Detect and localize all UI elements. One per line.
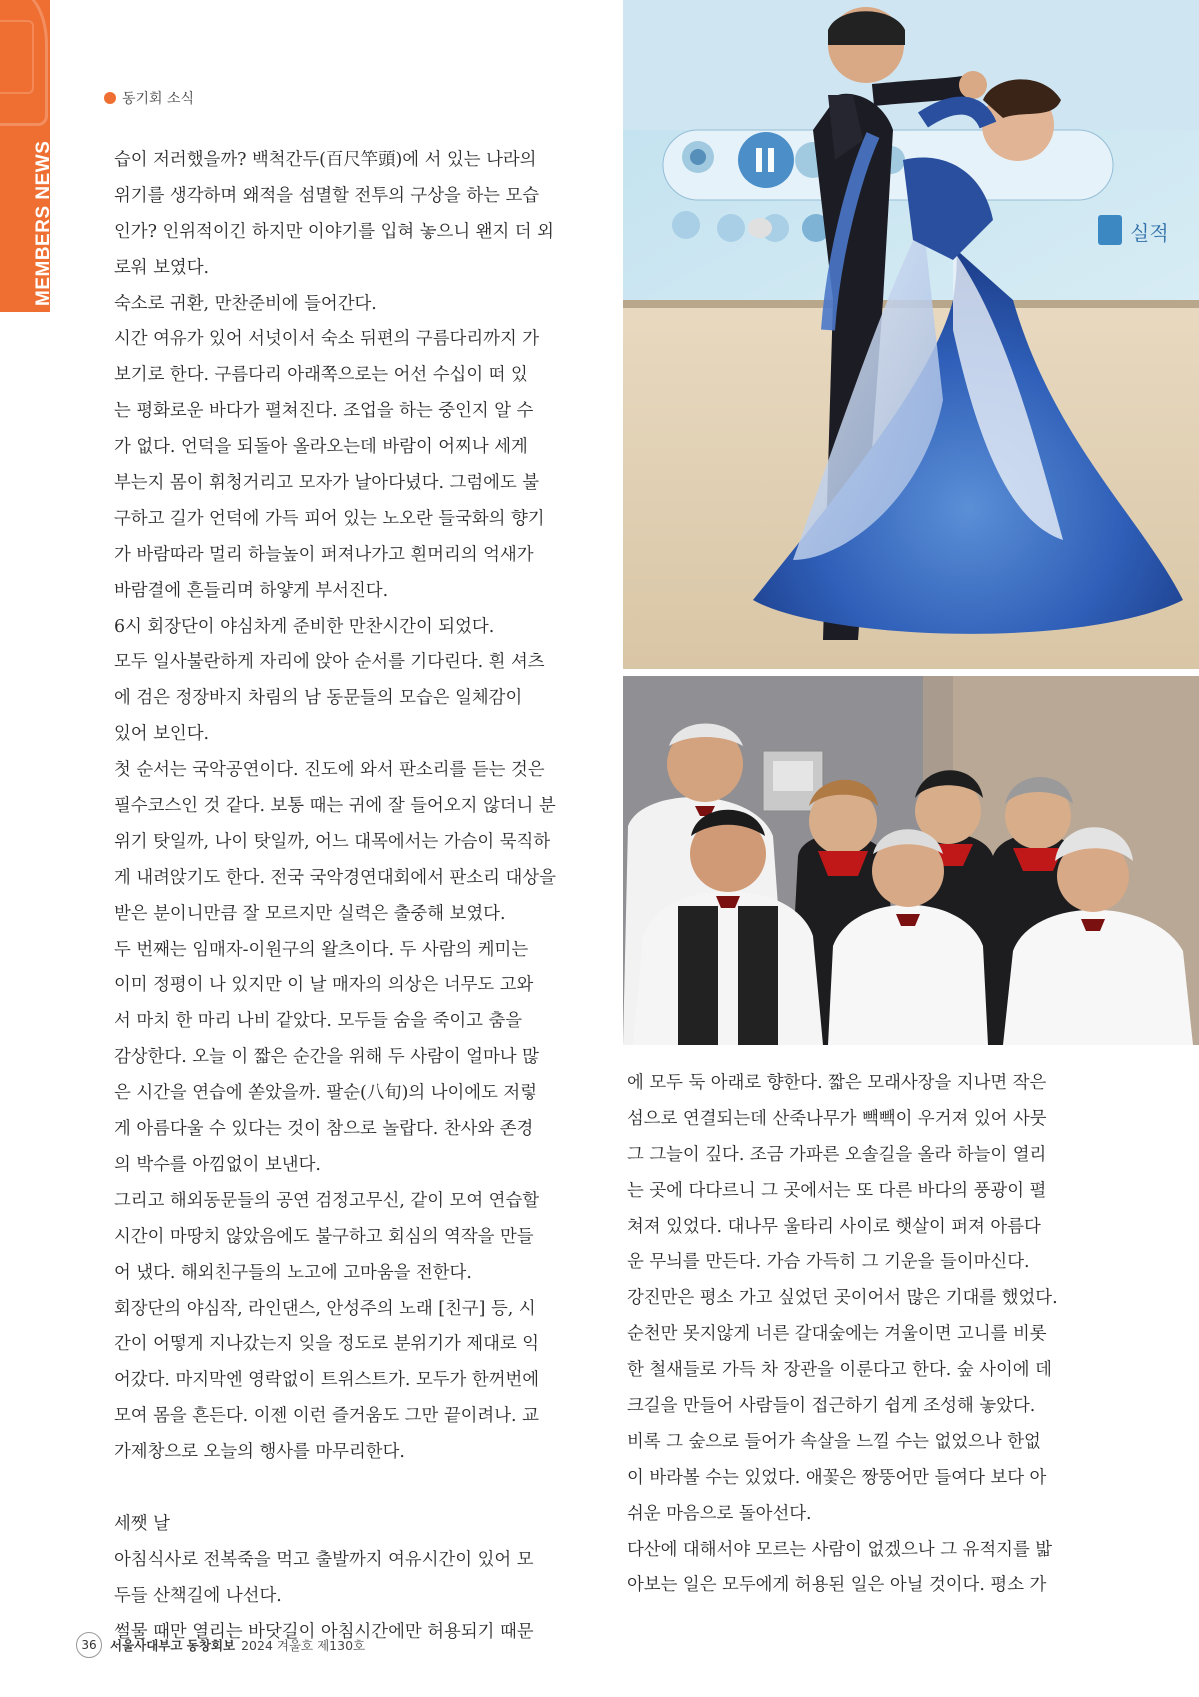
text-line: 가제창으로 오늘의 행사를 마무리한다.: [114, 1442, 405, 1463]
text-line: 위기를 생각하며 왜적을 섬멸할 전투의 구상을 하는 모습: [114, 185, 540, 206]
text-line: 시간이 마땅치 않았음에도 불구하고 회심의 역작을 만들: [114, 1226, 534, 1247]
text-line: 게 아름다울 수 있다는 것이 참으로 놀랍다. 찬사와 존경: [114, 1119, 534, 1140]
article-right-column: [627, 1066, 1089, 1604]
text-line: 가 없다. 언덕을 되돌아 올라오는데 바람이 어찌나 세게: [114, 437, 528, 458]
text-line: 아보는 일은 모두에게 허용된 일은 아닐 것이다. 평소 가: [627, 1575, 1047, 1596]
text-line: 인가? 인위적이긴 하지만 이야기를 입혀 놓으니 왠지 더 외: [114, 221, 554, 242]
text-line: 숙소로 귀환, 만찬준비에 들어간다.: [114, 293, 377, 314]
text-line: 서 마치 한 마리 나비 같았다. 모두들 숨을 죽이고 춤을: [114, 1011, 523, 1032]
text-line: 바람결에 흔들리며 하얗게 부서진다.: [114, 580, 389, 601]
crest-inner-mark: [0, 20, 34, 94]
article-left-column: [114, 143, 580, 1650]
text-line: 구하고 길가 언덕에 가득 피어 있는 노오란 들국화의 향기: [114, 508, 545, 529]
side-tab-label: MEMBERS NEWS: [33, 140, 54, 306]
text-line: 강진만은 평소 가고 싶었던 곳이어서 많은 기대를 했었다.: [627, 1288, 1058, 1309]
section-tag: [104, 88, 194, 108]
text-line: 어 냈다. 해외친구들의 노고에 고마움을 전한다.: [114, 1262, 472, 1283]
page-footer: [76, 1632, 365, 1658]
text-line: 이미 정평이 나 있지만 이 날 매자의 의상은 너무도 고와: [114, 975, 534, 996]
text-line: 섬으로 연결되는데 산죽나무가 빽빽이 우거져 있어 사뭇: [627, 1108, 1047, 1129]
text-line: 부는지 몸이 휘청거리고 모자가 날아다녔다. 그럼에도 불: [114, 473, 540, 494]
text-line: 에 모두 둑 아래로 향한다. 짧은 모래사장을 지나면 작은: [627, 1073, 1047, 1093]
text-line: 보기로 한다. 구름다리 아래쪽으로는 어선 수십이 떠 있: [114, 365, 528, 386]
text-line: 쉬운 마음으로 돌아선다.: [627, 1503, 812, 1524]
text-line: 시간 여유가 있어 서넛이서 숙소 뒤편의 구름다리까지 가: [114, 329, 540, 350]
text-line: 그 그늘이 깊다. 조금 가파른 오솔길을 올라 하늘이 열리: [627, 1144, 1047, 1165]
page-number: 36: [76, 1632, 102, 1658]
text-line: 의 박수를 아낌없이 보낸다.: [114, 1154, 321, 1175]
text-line: 어갔다. 마지막엔 영락없이 트위스트가. 모두가 한꺼번에: [114, 1370, 540, 1391]
text-line: 한 철새들로 가득 차 장관을 이룬다고 한다. 숲 사이에 데: [627, 1360, 1052, 1381]
text-line: 쳐져 있었다. 대나무 울타리 사이로 햇살이 퍼져 아름다: [627, 1216, 1041, 1237]
text-line: 썰물 때만 열리는 바닷길이 아침시간에만 허용되기 때문: [114, 1621, 534, 1642]
group-photo: [623, 676, 1199, 1045]
text-line: 위기 탓일까, 나이 탓일까, 어느 대목에서는 가슴이 묵직하: [114, 831, 551, 852]
text-line: 습이 저러했을까? 백척간두(百尺竿頭)에 서 있는 나라의: [114, 150, 537, 170]
text-line: 에 검은 정장바지 차림의 남 동문들의 모습은 일체감이: [114, 688, 523, 709]
text-line: 비록 그 숲으로 들어가 속살을 느낄 수는 없었으나 한없: [627, 1431, 1041, 1452]
text-line: 은 시간을 연습에 쏟았을까. 팔순(八旬)의 나이에도 저렇: [114, 1083, 538, 1104]
text-line: 그리고 해외동문들의 공연 검정고무신, 같이 모여 연습할: [114, 1190, 540, 1211]
text-line: 운 무늬를 만든다. 가슴 가득히 그 기운을 들이마신다.: [627, 1252, 1030, 1273]
section-tag-label: 동기회 소식: [122, 91, 195, 107]
bullet-dot-icon: [104, 92, 116, 104]
text-line: 간이 어떻게 지나갔는지 잊을 정도로 분위기가 제대로 익: [114, 1334, 540, 1355]
text-line: 는 평화로운 바다가 펼쳐진다. 조업을 하는 중인지 알 수: [114, 401, 534, 422]
text-line: 회장단의 야심작, 라인댄스, 안성주의 노래 [친구] 등, 시: [114, 1298, 536, 1319]
text-line: 두 번째는 임매자-이원구의 왈츠이다. 두 사람의 케미는: [114, 939, 529, 960]
text-line: 받은 분이니만큼 잘 모르지만 실력은 출중해 보였다.: [114, 903, 506, 924]
text-line: 순천만 못지않게 너른 갈대숲에는 겨울이면 고니를 비롯: [627, 1324, 1047, 1345]
text-line: 는 곳에 다다르니 그 곳에서는 또 다른 바다의 풍광이 펼: [627, 1180, 1047, 1201]
text-line: 모두 일사불란하게 자리에 앉아 순서를 기다린다. 흰 셔츠: [114, 652, 545, 673]
text-line: 가 바람따라 멀리 하늘높이 퍼져나가고 흰머리의 억새가: [114, 544, 534, 565]
screen-label: 실적: [1130, 221, 1169, 245]
text-line: 다산에 대해서야 모르는 사람이 없겠으나 그 유적지를 밟: [627, 1539, 1053, 1560]
text-line: 로워 보였다.: [114, 257, 210, 278]
text-line: 필수코스인 것 같다. 보통 때는 귀에 잘 들어오지 않더니 분: [114, 796, 556, 817]
publication-name: 서울사대부고 동창회보: [110, 1638, 236, 1653]
text-line: 두들 산책길에 나선다.: [114, 1585, 282, 1606]
text-line: 있어 보인다.: [114, 724, 210, 745]
text-line: 이 바라볼 수는 있었다. 애꽃은 짱뚱어만 들여다 보다 아: [627, 1467, 1047, 1488]
text-line: 아침식사로 전복죽을 먹고 출발까지 여유시간이 있어 모: [114, 1549, 534, 1570]
text-line: 모여 몸을 흔든다. 이젠 이런 즐거움도 그만 끝이려나. 교: [114, 1406, 539, 1427]
text-line: 감상한다. 오늘 이 짧은 순간을 위해 두 사람이 얼마나 많: [114, 1047, 539, 1068]
text-line: 첫 순서는 국악공연이다. 진도에 와서 판소리를 듣는 것은: [114, 760, 545, 781]
text-line: 게 내려앉기도 한다. 전국 국악경연대회에서 판소리 대상을: [114, 867, 556, 888]
text-line: 6시 회장단이 야심차게 준비한 만찬시간이 되었다.: [114, 616, 495, 637]
text-line: [114, 1471, 580, 1507]
issue-info: 2024 겨울호 제130호: [241, 1638, 366, 1653]
dance-photo: [623, 0, 1199, 669]
text-line: 크길을 만들어 사람들이 접근하기 쉽게 조성해 놓았다.: [627, 1396, 1036, 1417]
text-line: 세쨋 날: [114, 1513, 170, 1534]
